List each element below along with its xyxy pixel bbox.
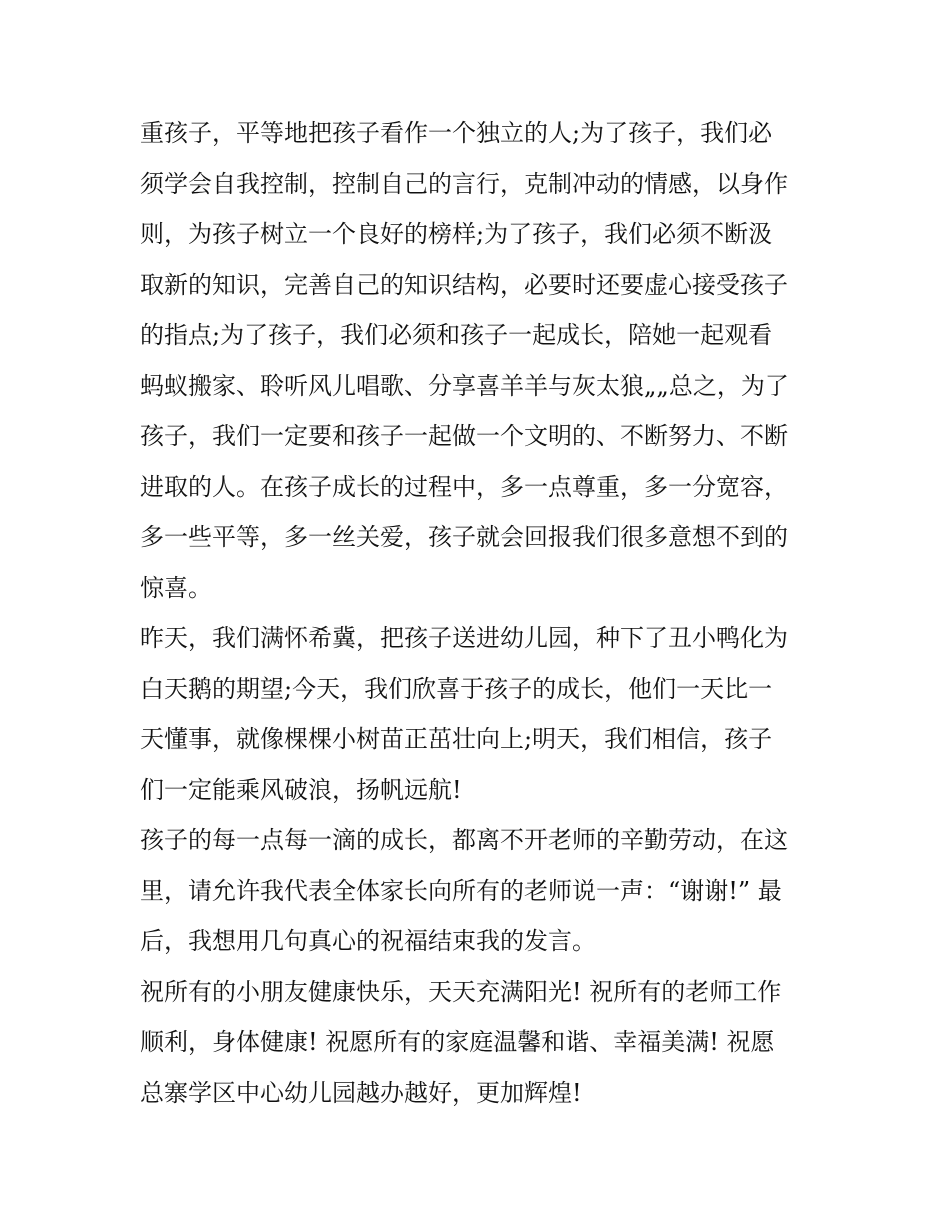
text-line: 重孩子，平等地把孩子看作一个独立的人;为了孩子，我们必 [140,119,773,147]
text-line: 白天鹅的期望;今天，我们欣喜于孩子的成长，他们一天比一 [140,674,773,703]
text-line: 多一些平等，多一丝关爱，孩子就会回报我们很多意想不到的 [140,523,788,551]
document-text [140,108,820,1118]
text-line: 惊喜。 [140,573,212,602]
text-line: 进取的人。在孩子成长的过程中，多一点尊重，多一分宽容， [140,472,788,501]
text-line: 总寨学区中心幼儿园越办越好，更加辉煌! [140,1078,582,1107]
text-line: 取新的知识，完善自己的知识结构，必要时还要虚心接受孩子 [140,270,788,299]
text-line: 的指点;为了孩子，我们必须和孩子一起成长，陪她一起观看 [140,321,773,349]
text-line: 天懂事，就像棵棵小树苗正茁壮向上;明天，我们相信，孩子 [140,725,773,753]
text-line: 们一定能乘风破浪，扬帆远航! [140,775,462,804]
text-line: 后，我想用几句真心的祝福结束我的发言。 [140,927,596,955]
text-line: 孩子，我们一定要和孩子一起做一个文明的、不断努力、不断 [140,422,788,450]
text-line: 孩子的每一点每一滴的成长，都离不开老师的辛勤劳动，在这 [140,826,788,854]
text-line: 则，为孩子树立一个良好的榜样;为了孩子，我们必须不断汲 [140,220,773,248]
text-line: 顺利，身体健康! 祝愿所有的家庭温馨和谐、幸福美满! 祝愿 [140,1028,775,1056]
text-line: 昨天，我们满怀希冀，把孩子送进幼儿园，种下了丑小鸭化为 [140,624,788,652]
text-line: 蚂蚁搬家、聆听风儿唱歌、分享喜羊羊与灰太狼„„总之，为了 [140,371,789,400]
text-line: 里，请允许我代表全体家长向所有的老师说一声：“谢谢!” 最 [140,876,782,905]
text-line: 祝所有的小朋友健康快乐，天天充满阳光! 祝所有的老师工作 [140,977,782,1006]
text-line: 须学会自我控制，控制自己的言行，克制冲动的情感，以身作 [140,169,788,198]
